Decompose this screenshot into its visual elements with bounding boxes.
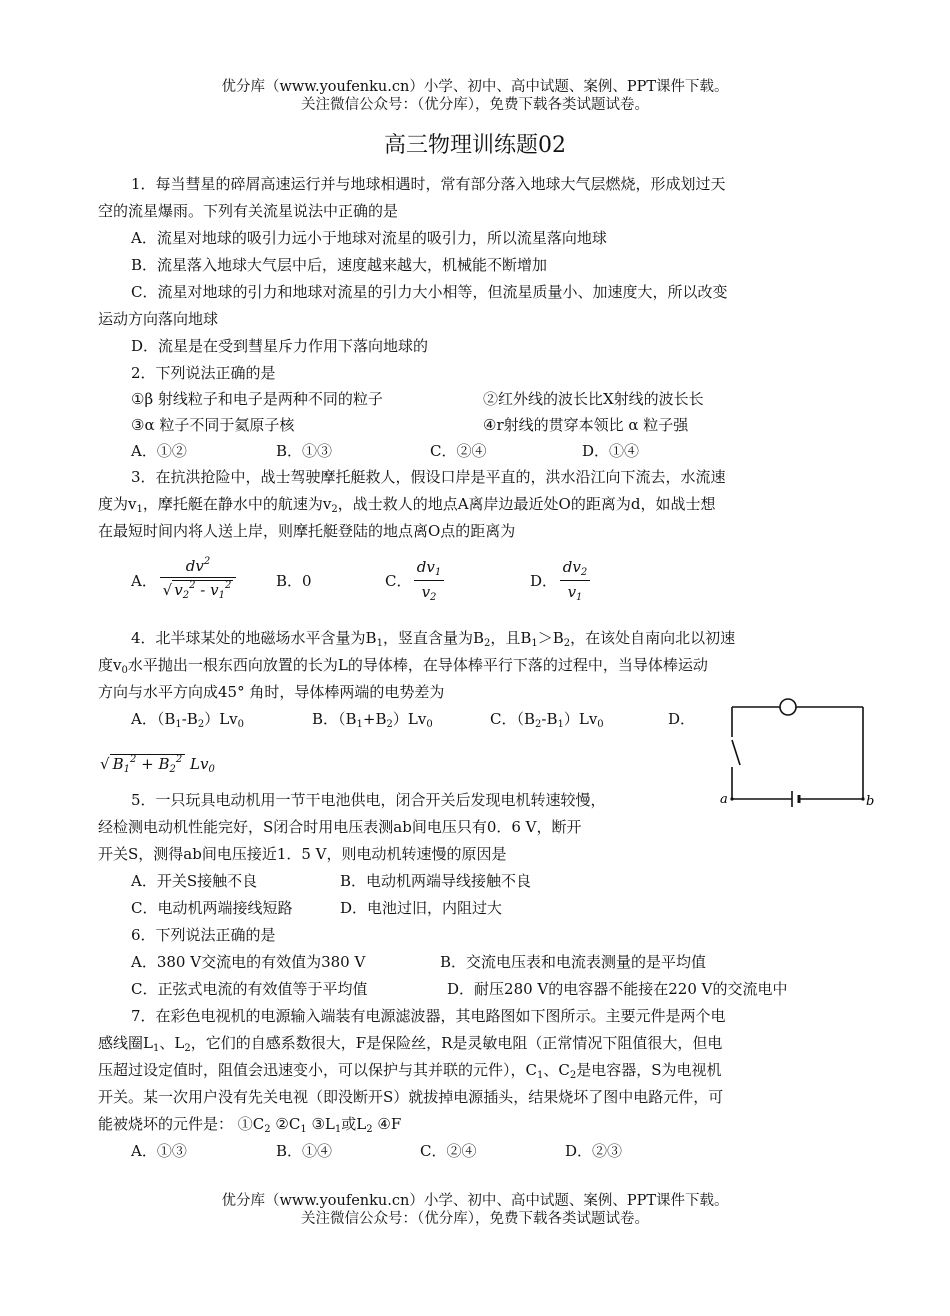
q7-option-d: D．②③ [565, 1142, 623, 1160]
q6-stem: 6．下列说法正确的是 [131, 926, 276, 944]
q3-option-d-label: D． [530, 572, 558, 590]
q7-stem-1: 7．在彩色电视机的电源输入端装有电源滤波器，其电路图如下图所示。主要元件是两个电 [131, 1007, 726, 1025]
q5-option-a: A．开关S接触不良 [131, 872, 258, 890]
label-a: a [720, 792, 728, 807]
label-b: b [866, 794, 875, 809]
q4-option-b: B．$(B_1+B_2)Lv_0$ [312, 710, 433, 730]
q7-stem-5: 能被烧坏的元件是： $①C_2$ $②C_1$ $③L_1$或$L_2$ ④F [98, 1115, 402, 1135]
page-footer [0, 1192, 950, 1228]
header-line-1: 优分库（www.youfenku.cn）小学、初中、高中试题、案例、PPT课件下载。 [221, 79, 729, 95]
q3-option-d-fraction: $dv_2$ $v_1$ [560, 558, 590, 603]
q2-option-b: B．①③ [276, 442, 333, 460]
q3-stem-2: 度为$v_1$，摩托艇在静水中的航速为$v_2$，战士救人的地点A离岸边最近处O的距离为d，如战士想 [98, 495, 716, 515]
q1-option-b: B．流星落入地球大气层中后，速度越来越大，机械能不断增加 [131, 256, 548, 274]
q7-stem-2: 感线圈$L_1$、$L_2$，它们的自感系数很大，F是保险丝，R是灵敏电阻（正常情况下阻值很大，但电 [98, 1034, 723, 1054]
q3-stem-1: 3．在抗洪抢险中，战士驾驶摩托艇救人，假设口岸是平直的，洪水沿江向下流去，水流速 [131, 468, 726, 486]
q2-statement-2: ②红外线的波长比X射线的波长长 [483, 390, 704, 408]
q5-stem-1: 5．一只玩具电动机用一节干电池供电，闭合开关后发现电机转速较慢， [131, 791, 606, 809]
q6-option-a: A．380 V交流电的有效值为380 V [131, 953, 366, 971]
header-line-2: 关注微信公众号：（优分库），免费下载各类试题试卷。 [301, 97, 649, 113]
circuit-diagram [720, 695, 880, 815]
q1-option-d: D．流星是在受到彗星斥力作用下落向地球的 [131, 337, 429, 355]
q2-option-a: A．①② [131, 442, 187, 460]
q6-option-d: D．耐压280 V的电容器不能接在220 V的交流电中 [447, 980, 788, 998]
terminal-b [861, 797, 864, 800]
q3-option-a-label: A． [131, 572, 157, 590]
q2-option-d: D．①④ [582, 442, 640, 460]
q5-stem-2: 经检测电动机性能完好，S闭合时用电压表测ab间电压只有0．6 V，断开 [98, 818, 582, 836]
q1-option-c-1: C．流星对地球的引力和地球对流星的引力大小相等，但流星质量小、加速度大，所以改变 [131, 283, 728, 301]
q6-option-c: C．正弦式电流的有效值等于平均值 [131, 980, 368, 998]
q5-option-b: B．电动机两端导线接触不良 [340, 872, 532, 890]
footer-line-1: 优分库（www.youfenku.cn）小学、初中、高中试题、案例、PPT课件下载。 [221, 1193, 729, 1209]
q5-option-d: D．电池过旧，内阻过大 [340, 899, 503, 917]
q1-stem-1: 1．每当彗星的碎屑高速运行并与地球相遇时，常有部分落入地球大气层燃烧，形成划过天 [131, 175, 726, 193]
q1-stem-2: 空的流星爆雨。下列有关流星说法中正确的是 [98, 202, 399, 220]
q4-stem-2: 度$v_0$水平抛出一根东西向放置的长为L的导体棒，在导体棒平行下落的过程中，当导体棒运动 [98, 656, 708, 676]
q5-stem-3: 开关S，测得ab间电压接近1．5 V，则电动机转速慢的原因是 [98, 845, 507, 863]
q4-option-d-expression: √ $B_1^2 + B_2^2$ $Lv_0$ [100, 754, 215, 775]
q4-option-a: A．$(B_1-B_2)Lv_0$ [131, 710, 245, 730]
q2-statement-4: ④r射线的贯穿本领比 α 粒子强 [483, 416, 689, 434]
q2-option-c: C．②④ [430, 442, 487, 460]
motor-symbol [780, 699, 796, 715]
q2-stem: 2．下列说法正确的是 [131, 364, 276, 382]
q7-stem-4: 开关。某一次用户没有先关电视（即没断开S）就拔掉电源插头，结果烧坏了图中电路元件，可 [98, 1088, 724, 1106]
page-title: 高三物理训练题02 [384, 133, 566, 158]
terminal-a [730, 797, 733, 800]
q3-option-b: B．0 [276, 572, 312, 590]
q2-statement-3: ③α 粒子不同于氦原子核 [131, 416, 295, 434]
q1-option-c-2: 运动方向落向地球 [98, 310, 219, 328]
q3-a-numerator: $dv^2$ [185, 556, 211, 575]
q5-option-c: C．电动机两端接线短路 [131, 899, 293, 917]
q7-option-b: B．①④ [276, 1142, 333, 1160]
q3-option-c-label: C． [385, 572, 412, 590]
q3-stem-3: 在最短时间内将人送上岸，则摩托艇登陆的地点离O点的距离为 [98, 522, 516, 540]
q4-stem-1: 4．北半球某处的地磁场水平含量为$B_1$，竖直含量为$B_2$，且$B_1>B_2$，在该处自南向北以初速 [131, 629, 736, 649]
switch-symbol [732, 740, 740, 765]
q3-option-c-fraction: $dv_1$ $v_2$ [414, 558, 444, 603]
q4-stem-3: 方向与水平方向成45° 角时，导体棒两端的电势差为 [98, 683, 445, 701]
q3-a-denominator: √ $v_2^2 - v_1^2$ [162, 580, 232, 601]
q7-stem-3: 压超过设定值时，阻值会迅速变小，可以保护与其并联的元件），$C_1$、$C_2$是电容器，S为电视机 [98, 1061, 722, 1081]
q1-option-a: A．流星对地球的吸引力远小于地球对流星的吸引力，所以流星落向地球 [131, 229, 607, 247]
q7-option-a: A．①③ [131, 1142, 187, 1160]
q6-option-b: B．交流电压表和电流表测量的是平均值 [440, 953, 707, 971]
q4-option-c: C．$(B_2-B_1)Lv_0$ [490, 710, 604, 730]
q4-option-d-label: D． [668, 710, 696, 728]
q7-option-c: C．②④ [420, 1142, 477, 1160]
q3-option-a-fraction [160, 556, 236, 601]
footer-line-2: 关注微信公众号：（优分库），免费下载各类试题试卷。 [301, 1211, 649, 1227]
page-header [0, 78, 950, 114]
q2-statement-1: ①β 射线粒子和电子是两种不同的粒子 [131, 390, 383, 408]
